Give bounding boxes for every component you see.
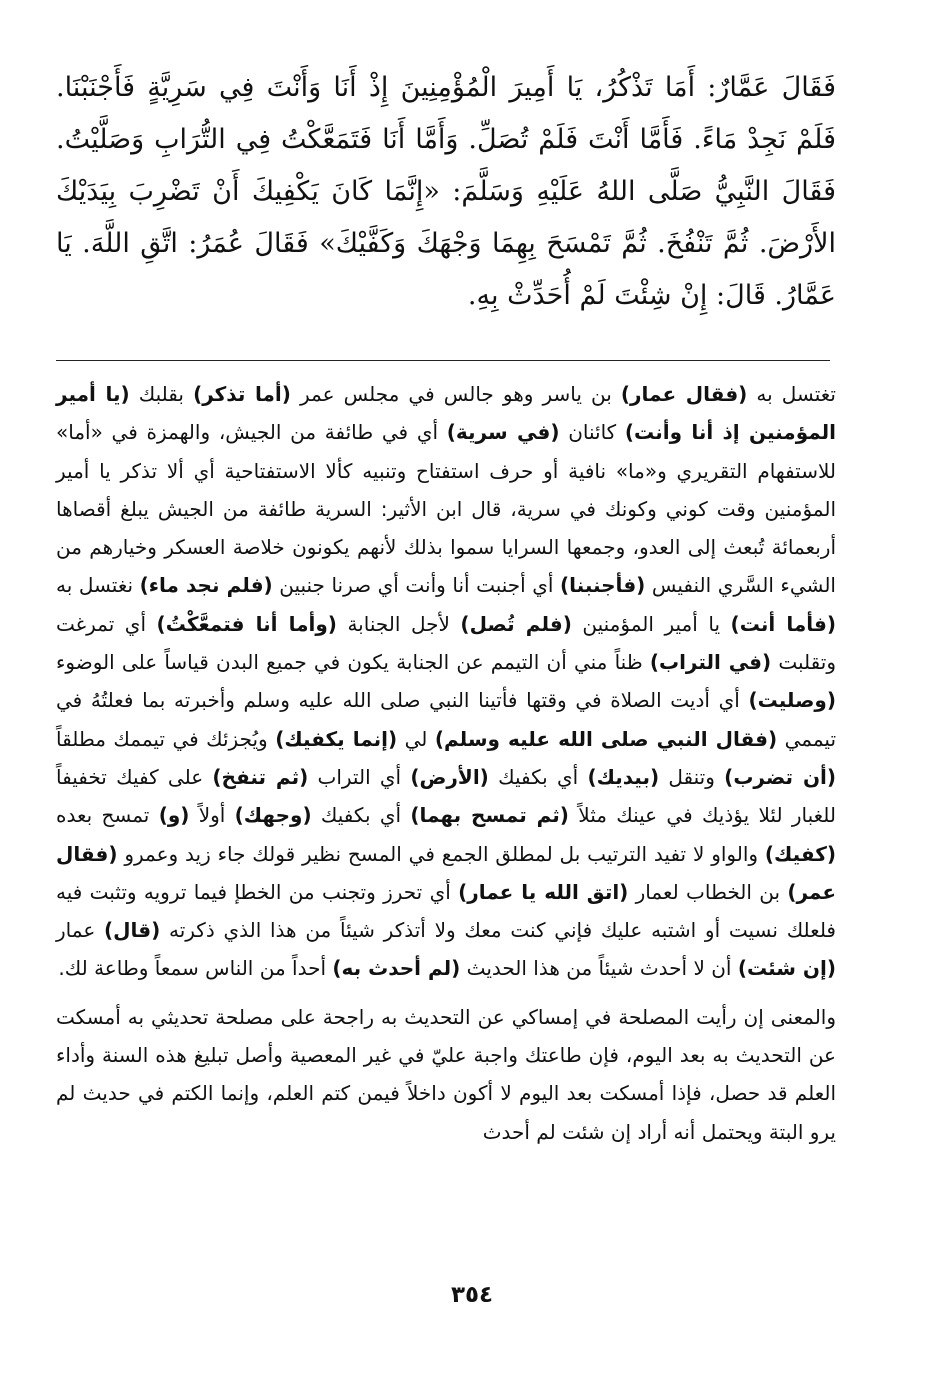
commentary-keyword: (وجهك) xyxy=(234,803,312,828)
commentary-text: يا أمير المؤمنين xyxy=(571,611,731,636)
commentary-keyword: (قال) xyxy=(103,918,161,943)
commentary-keyword: (في سرية) xyxy=(446,420,560,445)
commentary-text: نغتسل به xyxy=(56,573,140,598)
commentary-keyword: (بيديك) xyxy=(587,764,660,789)
commentary-text: أي التراب xyxy=(308,764,411,789)
commentary-keyword: (أن تضرب) xyxy=(724,764,837,789)
commentary-keyword: (فقال عمر) xyxy=(56,841,836,904)
commentary-text: أن لا أحدث شيئاً من هذا الحديث xyxy=(460,956,738,981)
commentary-text: بقلبك xyxy=(129,382,194,406)
commentary-text: أي أديت الصلاة في وقتها فأتينا النبي صلى الله عليه وسلم وأخبرته بما فعلتُهُ في تيممي xyxy=(56,688,837,751)
commentary-text: أي أجنبت أنا وأنت أي صرنا جنبين xyxy=(272,573,560,598)
commentary-keyword: (فأما أنت) xyxy=(730,611,837,636)
commentary-block xyxy=(56,375,836,1151)
commentary-text: والواو لا تفيد الترتيب بل لمطلق الجمع في المسح نظير قولك جاء زيد وعمرو xyxy=(117,841,765,866)
commentary-keyword: (فلم تُصل) xyxy=(460,611,572,636)
commentary-text: أي تمرغت وتقلبت xyxy=(56,611,837,675)
commentary-text: أولاً xyxy=(189,803,235,828)
page-number: ٣٥٤ xyxy=(450,1282,494,1308)
commentary-keyword: (في التراب) xyxy=(649,650,772,675)
commentary-text: وتنقل xyxy=(659,764,725,789)
commentary-paragraph-2: والمعنى إن رأيت المصلحة في إمساكي عن التحديث به راجحة على مصلحة تحديثي به أمسكت عن التحديث به بعد اليوم، فإن طاعتك واجبة عليّ في غير المعصية وأصل تبليغ هذه السنة وأداء العلم قد حصل، فإذا أمسكت بعد اليوم لا أكون داخلاً فيمن كتم العلم، وإنما الكتم في حديث لم يرو البتة ويحتمل أنه أراد إن شئت لم أحدث xyxy=(56,1004,836,1144)
commentary-text: أي في طائفة من الجيش، والهمزة في «أما» للاستفهام التقريري و«ما» نافية أو حرف استفتاح وتنبيه كألا الاستفتاحية أي ألا تذكر يا أمير المؤمنين وقت كوني وكونك في سرية، قال ابن الأثير: السرية طائفة من الجيش يبلغ أقصاها أربعمائة تُبعث إلى العدو، وجمعها السرايا سموا بذلك لأنهم يكونون خلاصة العسكر وخيارهم من الشيء السَّري النفيس xyxy=(56,420,836,598)
commentary-keyword: (فقال عمار) xyxy=(620,382,748,406)
commentary-text: عمار xyxy=(56,918,104,943)
commentary-keyword: (يا أمير المؤمنين إذ أنا وأنت) xyxy=(56,382,837,445)
commentary-keyword: (إنما يكفيك) xyxy=(275,726,398,751)
commentary-text: تغتسل به xyxy=(747,382,836,406)
commentary-text: أي بكفيك xyxy=(488,764,588,789)
commentary-text: أي تحرز وتجنب من الخطإ فيما ترويه وتثبت فيه فلعلك نسيت أو اشتبه عليك فإني كنت معك ولا أتذكر شيئاً من هذا الذي ذكرته xyxy=(56,879,836,943)
commentary-text: لي xyxy=(397,726,435,751)
commentary-text: على كفيك تخفيفاً للغبار لئلا يؤذيك في عينك مثلاً xyxy=(56,764,836,828)
commentary-keyword: (فقال النبي صلى الله عليه وسلم) xyxy=(434,726,778,751)
commentary-keyword: (وصليت) xyxy=(748,688,836,713)
commentary-keyword: (الأرض) xyxy=(410,764,489,789)
commentary-keyword: (أما تذكر) xyxy=(193,382,291,406)
commentary-keyword: (فأجنبنا) xyxy=(560,573,646,598)
commentary-text: ظناً مني أن التيمم عن الجنابة يكون في جميع البدن قياساً على الوضوء xyxy=(56,650,650,675)
footnote-divider xyxy=(56,360,830,361)
commentary-text: كائنان xyxy=(559,420,625,445)
commentary-keyword: (لم أحدث به) xyxy=(332,956,461,981)
commentary-text: بن ياسر وهو جالس في مجلس عمر xyxy=(290,382,621,406)
commentary-paragraph-1 xyxy=(56,375,836,988)
commentary-text: بن الخطاب لعمار xyxy=(628,879,788,904)
commentary-keyword: (اتق الله يا عمار) xyxy=(458,879,629,904)
commentary-text: لأجل الجنابة xyxy=(336,611,461,636)
commentary-text: ويُجزئك في تيممك مطلقاً xyxy=(56,726,276,751)
commentary-keyword: (وأما أنا فتمعَّكْتُ) xyxy=(156,611,337,636)
commentary-keyword: (و) xyxy=(158,803,190,828)
hadith-text: فَقَالَ عَمَّارٌ: أَمَا تَذْكُرُ، يَا أَمِيرَ الْمُؤْمِنِينَ إِذْ أَنَا وَأَنْتَ فِي سَرِيَّةٍ فَأَجْنَبْنَا. فَلَمْ نَجِدْ مَاءً. فَأَمَّا أَنْتَ فَلَمْ تُصَلِّ. وَأَمَّا أَنَا فَتَمَعَّكْتُ فِي التُّرَابِ وَصَلَّيْتُ. فَقَالَ النَّبِيُّ صَلَّى اللهُ عَلَيْهِ وَسَلَّمَ: «إِنَّمَا كَانَ يَكْفِيكَ أَنْ تَضْرِبَ بِيَدَيْكَ الأَرْضَ. ثُمَّ تَنْفُخَ. ثُمَّ تَمْسَحَ بِهِمَا وَجْهَكَ وَكَفَّيْكَ» فَقَالَ عُمَرُ: اتَّقِ اللَّهَ. يَا عَمَّارُ. قَالَ: إِنْ شِئْتَ لَمْ أُحَدِّثْ بِهِ. xyxy=(56,72,836,311)
commentary-text: أي بكفيك xyxy=(311,803,411,828)
commentary-keyword: (إن شئت) xyxy=(737,956,836,981)
commentary-keyword: (كفيك) xyxy=(764,841,836,866)
commentary-keyword: (فلم نجد ماء) xyxy=(139,573,273,598)
commentary-keyword: (ثم تمسح بهما) xyxy=(410,803,569,828)
commentary-text: أحداً من الناس سمعاً وطاعة لك. xyxy=(58,956,333,981)
hadith-text-block xyxy=(56,62,836,322)
commentary-keyword: (ثم تنفخ) xyxy=(212,764,309,789)
commentary-text: تمسح بعده xyxy=(56,803,159,828)
